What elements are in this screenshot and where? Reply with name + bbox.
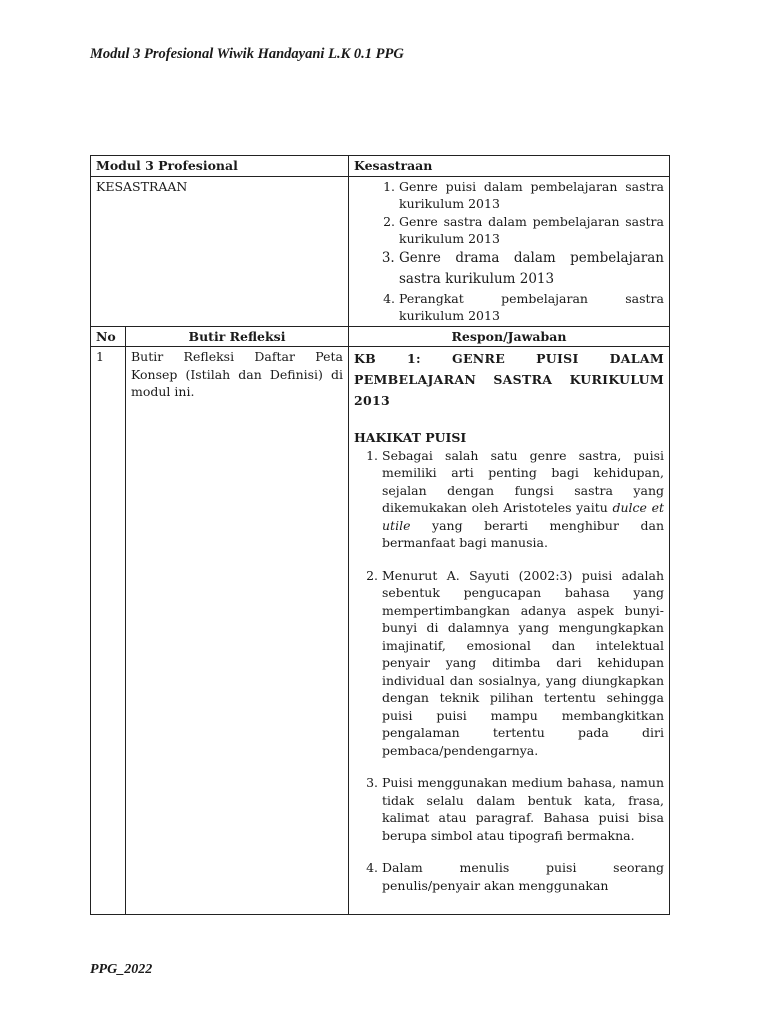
topics-list [354,178,664,325]
topic-item: 2. Genre sastra dalam pembelajaran sastra kurikulum 2013 [399,213,664,248]
row-number: 1 [91,347,126,915]
column-header-row [91,326,670,347]
left-topic-cell: KESASTRAAN [91,176,349,326]
module-topics-row [91,176,670,326]
respon-cell [349,347,670,915]
table-row [91,347,670,915]
topic-item: 4. Perangkat pembelajaran sastra kurikulum 2013 [399,290,664,325]
module-name-cell: Modul 3 Profesional [91,156,349,177]
module-header-row [91,156,670,177]
page-header: Modul 3 Profesional Wiwik Handayani L.K 0.1 PPG [90,46,404,62]
hakikat-title: HAKIKAT PUISI [354,430,467,445]
latin-phrase: dulce et utile [382,500,664,533]
kb-title: KB 1: GENRE PUISI DALAM PEMBELAJARAN SASTRA KURIKULUM 2013 [354,351,664,408]
page-footer: PPG_2022 [90,962,153,977]
topic-item: 1. Genre puisi dalam pembelajaran sastra kurikulum 2013 [399,178,664,213]
hakikat-list [354,447,664,895]
no-header: No [91,326,126,347]
respon-content [354,348,664,913]
item1-text-a: Sebagai salah satu genre sastra, puisi memiliki arti penting bagi kehidupan, sejalan dengan fungsi sastra yang dikemukakan oleh Aristoteles yaitu [382,447,664,515]
list-item [382,447,664,552]
topic-item: 3. Genre drama dalam pembelajaran sastra kurikulum 2013 [399,248,664,290]
module-subject-cell: Kesastraan [349,156,670,177]
butir-header: Butir Refleksi [126,326,349,347]
list-item: 4. Dalam menulis puisi seorang penulis/penyair akan menggunakan [382,859,664,894]
item1-text-b: yang berarti menghibur dan bermanfaat bagi manusia. [382,517,664,550]
list-item: 2. Menurut A. Sayuti (2002:3) puisi adalah sebentuk pengucapan bahasa yang mempertimbangkan adanya aspek bunyi-bunyi di dalamnya yang mengungkapkan imajinatif, emosional dan intelektual penyair yang ditimba dari kehidupan individual dan sosialnya, yang diungkapkan dengan teknik pilihan tertentu sehingga puisi puisi mampu membangkitkan pengalaman tertentu pada diri pembaca/pendengarnya. [382,567,664,760]
butir-cell: Butir Refleksi Daftar Peta Konsep (Istilah dan Definisi) di modul ini. [126,347,349,915]
topics-cell [349,176,670,326]
list-item: 3. Puisi menggunakan medium bahasa, namun tidak selalu dalam bentuk kata, frasa, kalimat atau paragraf. Bahasa puisi bisa berupa simbol atau tipografi bermakna. [382,774,664,844]
reflection-table [90,155,670,915]
respon-header: Respon/Jawaban [349,326,670,347]
